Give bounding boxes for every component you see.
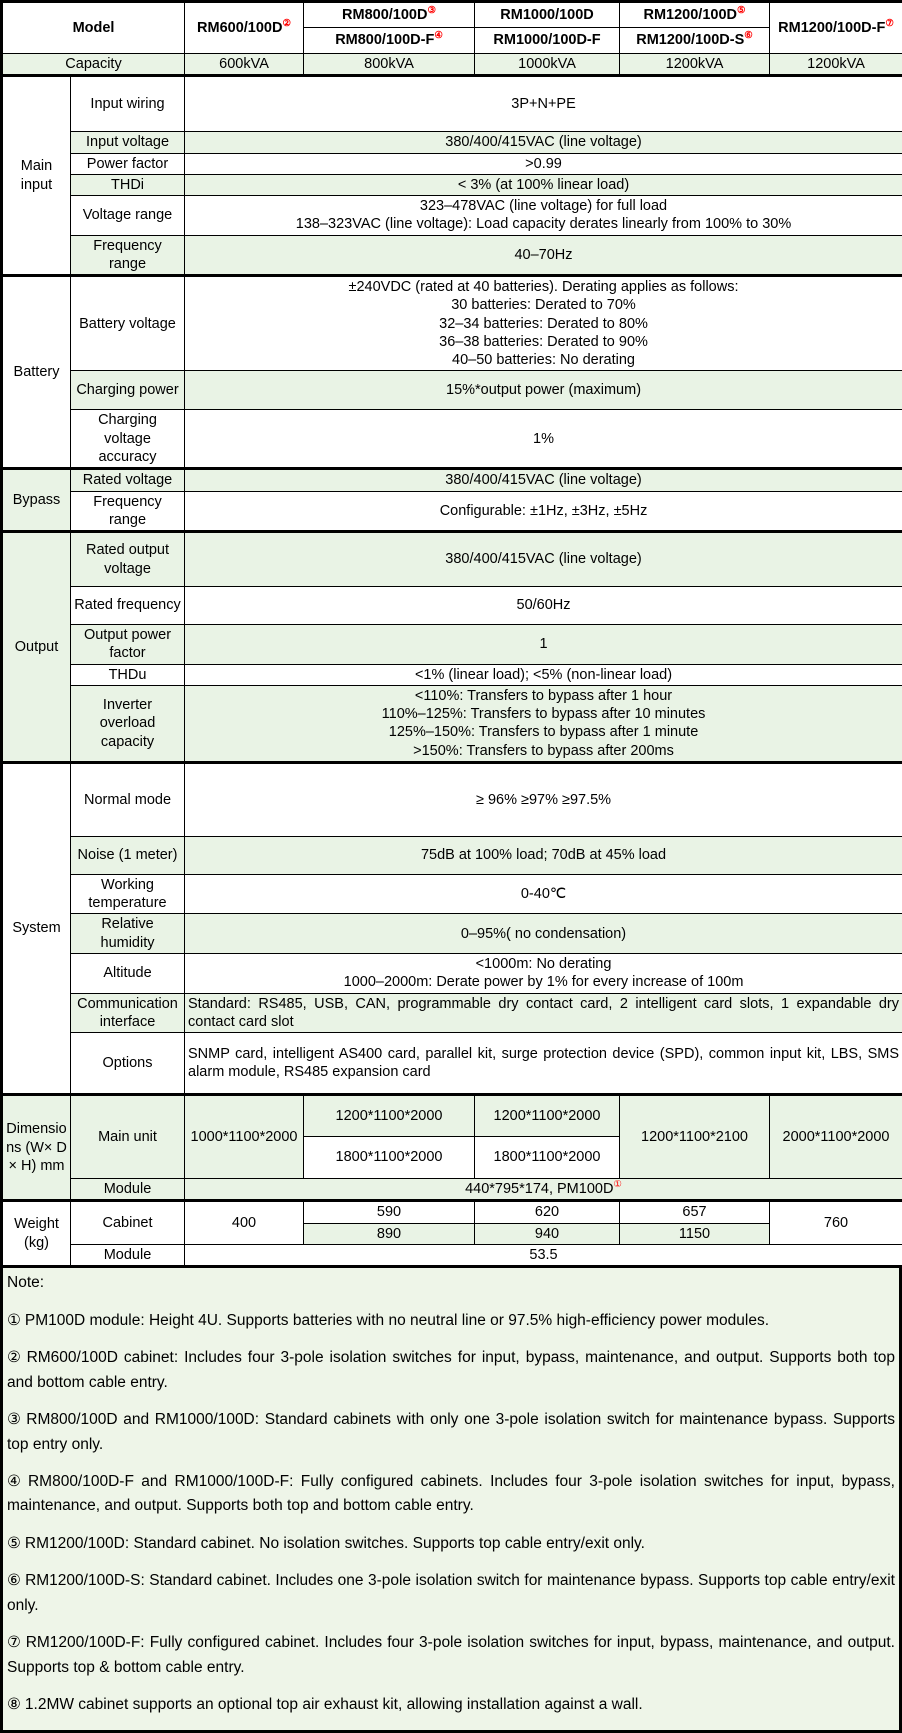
row-normal-mode [2,762,902,836]
label-output-power-factor: Output power factor [71,625,185,665]
note-item-8 [7,1693,895,1717]
dim-rm1200: 1200*1100*2100 [620,1095,770,1179]
note-marker: ⑤ [7,1535,21,1552]
capacity-rm1200: 1200kVA [620,54,770,76]
label-charging-power: Charging power [71,371,185,410]
value-thdi: < 3% (at 100% linear load) [185,174,902,195]
note-marker: ⑦ [7,1634,22,1651]
label-voltage-range: Voltage range [71,196,185,236]
label-battery-voltage: Battery voltage [71,276,185,371]
row-module-dimensions [2,1179,902,1201]
value-line: 125%–150%: Transfers to bypass after 1 minute [188,723,899,741]
value-output-power-factor: 1 [185,625,902,665]
dim-rm600: 1000*1100*2000 [185,1095,304,1179]
note-item-5 [7,1532,895,1556]
value-line: 323–478VAC (line voltage) for full load [188,197,899,215]
value-line: <110%: Transfers to bypass after 1 hour [188,687,899,705]
note-text: 1.2MW cabinet supports an optional top air exhaust kit, allowing installation against a wall. [25,1696,643,1713]
row-module-weight [2,1244,902,1266]
model-footnote-ref: ② [282,18,291,29]
value-noise: 75dB at 100% load; 70dB at 45% load [185,836,902,874]
note-marker: ④ [7,1473,24,1490]
label-input-voltage: Input voltage [71,132,185,153]
capacity-rm1000: 1000kVA [475,54,620,76]
model-col-rm1200s [620,28,770,54]
value-line: 110%–125%: Transfers to bypass after 10 minutes [188,705,899,723]
label-rated-voltage: Rated voltage [71,469,185,491]
value-bypass-frequency-range: Configurable: ±1Hz, ±3Hz, ±5Hz [185,491,902,532]
row-battery-voltage [2,276,902,371]
capacity-rm600: 600kVA [185,54,304,76]
note-item-6 [7,1569,895,1618]
label-power-factor: Power factor [71,153,185,174]
value-line: 30 batteries: Derated to 70% [188,296,899,314]
label-module-dimensions: Module [71,1179,185,1201]
model-footnote-ref: ⑤ [737,5,746,16]
row-voltage-range [2,196,902,236]
weight-rm1000-bottom: 940 [475,1223,620,1244]
value-module-dimensions [185,1179,902,1201]
model-col-rm1200f [770,2,902,54]
module-footnote-ref: ① [613,1179,622,1190]
value-line: ±240VDC (rated at 40 batteries). Derating applies as follows: [188,278,899,296]
weight-rm1200f: 760 [770,1201,902,1245]
note-item-4 [7,1470,895,1519]
dim-rm800-top: 1200*1100*2000 [304,1095,475,1137]
label-charging-voltage-accuracy: Charging voltage accuracy [71,410,185,469]
note-text: RM800/100D-F and RM1000/100D-F: Fully configured cabinets. Includes four 3-pole isolation switches for input, bypass, maintenance, and output. Supports both top and bottom cable entry. [7,1473,895,1514]
note-text: RM1200/100D: Standard cabinet. No isolation switches. Supports top cable entry/exit only. [25,1535,645,1552]
value-charging-power: 15%*output power (maximum) [185,371,902,410]
label-input-wiring: Input wiring [71,76,185,132]
model-footnote-ref: ③ [427,5,436,16]
note-text: RM800/100D and RM1000/100D: Standard cabinets with only one 3-pole isolation switch for maintenance bypass. Supports top entry only. [7,1411,895,1452]
section-system: System [2,762,71,1094]
value-input-wiring: 3P+N+PE [185,76,902,132]
model-name: RM800/100D [342,7,427,23]
module-dim-text: 440*795*174, PM100D [465,1181,613,1197]
note-item-2 [7,1346,895,1395]
value-frequency-range: 40–70Hz [185,235,902,276]
row-main-unit-top [2,1095,902,1137]
label-inverter-overload: Inverter overload capacity [71,685,185,762]
model-name: RM1000/100D-F [493,32,600,48]
label-rated-frequency: Rated frequency [71,587,185,625]
value-charging-voltage-accuracy: 1% [185,410,902,469]
row-bypass-frequency-range [2,491,902,532]
value-battery-voltage [185,276,902,371]
label-thdu: THDu [71,664,185,685]
weight-rm1200-bottom: 1150 [620,1223,770,1244]
label-normal-mode: Normal mode [71,762,185,836]
row-frequency-range [2,235,902,276]
weight-rm1000-top: 620 [475,1201,620,1223]
row-thdu [2,664,902,685]
model-name: RM600/100D [197,20,282,36]
model-name: RM1000/100D [500,7,594,23]
value-module-weight: 53.5 [185,1244,902,1266]
label-rated-output-voltage: Rated output voltage [71,532,185,587]
notes-section [0,1268,902,1733]
value-line: 32–34 batteries: Derated to 80% [188,315,899,333]
row-charging-voltage-accuracy [2,410,902,469]
value-communication-interface: Standard: RS485, USB, CAN, programmable dry contact card, 2 intelligent card slots, 1 expandable dry contact card slot [185,993,902,1033]
notes-title: Note: [7,1271,895,1295]
capacity-rm1200f: 1200kVA [770,54,902,76]
note-item-7 [7,1631,895,1680]
value-rated-output-voltage: 380/400/415VAC (line voltage) [185,532,902,587]
label-noise: Noise (1 meter) [71,836,185,874]
value-rated-voltage: 380/400/415VAC (line voltage) [185,469,902,491]
capacity-row [2,54,902,76]
model-name: RM1200/100D [644,7,738,23]
weight-rm600: 400 [185,1201,304,1245]
row-input-voltage [2,132,902,153]
note-text: RM600/100D cabinet: Includes four 3-pole isolation switches for input, bypass, maintenance, and output. Supports both top and bottom cable entry. [7,1349,895,1390]
model-col-rm1000 [475,2,620,28]
value-line: 40–50 batteries: No derating [188,351,899,369]
value-line: 36–38 batteries: Derated to 90% [188,333,899,351]
section-weight: Weight (kg) [2,1201,71,1267]
note-item-1 [7,1309,895,1333]
row-thdi [2,174,902,195]
label-options: Options [71,1033,185,1095]
model-footnote-ref: ④ [434,31,443,42]
section-bypass: Bypass [2,469,71,532]
note-text: RM1200/100D-S: Standard cabinet. Includes one 3-pole isolation switch for maintenance bypass. Supports top cable entry/exit only. [7,1572,895,1613]
value-options: SNMP card, intelligent AS400 card, parallel kit, surge protection device (SPD), common input kit, LBS, SMS alarm module, RS485 expansion card [185,1033,902,1095]
note-marker: ① [7,1312,21,1329]
model-col-rm1200 [620,2,770,28]
label-relative-humidity: Relative humidity [71,914,185,954]
label-main-unit: Main unit [71,1095,185,1179]
note-item-3 [7,1408,895,1457]
value-line: 138–323VAC (line voltage): Load capacity derates linearly from 100% to 30% [188,215,899,233]
section-battery: Battery [2,276,71,469]
row-noise [2,836,902,874]
row-working-temperature [2,874,902,914]
dim-rm1000-bottom: 1800*1100*2000 [475,1137,620,1179]
row-cabinet-weight-top [2,1201,902,1223]
capacity-rm800: 800kVA [304,54,475,76]
note-marker: ③ [7,1411,22,1428]
row-altitude [2,953,902,993]
section-main-input: Main input [2,76,71,276]
model-name: RM800/100D-F [335,32,434,48]
value-line: 1000–2000m: Derate power by 1% for every increase of 100m [188,973,899,991]
value-working-temperature: 0-40℃ [185,874,902,914]
weight-rm800-top: 590 [304,1201,475,1223]
model-header-cell: Model [2,2,185,54]
label-cabinet: Cabinet [71,1201,185,1245]
model-col-rm800f [304,28,475,54]
value-input-voltage: 380/400/415VAC (line voltage) [185,132,902,153]
value-voltage-range [185,196,902,236]
capacity-label: Capacity [2,54,185,76]
header-row-1 [2,2,902,28]
value-altitude [185,953,902,993]
label-communication-interface: Communication interface [71,993,185,1033]
row-power-factor [2,153,902,174]
row-output-power-factor [2,625,902,665]
model-name: RM1200/100D-F [778,20,885,36]
label-module-weight: Module [71,1244,185,1266]
value-inverter-overload [185,685,902,762]
model-footnote-ref: ⑥ [744,31,753,42]
row-relative-humidity [2,914,902,954]
value-line: <1000m: No derating [188,955,899,973]
row-rated-output-voltage [2,532,902,587]
value-relative-humidity: 0–95%( no condensation) [185,914,902,954]
row-options [2,1033,902,1095]
row-input-wiring [2,76,902,132]
label-working-temperature: Working temperature [71,874,185,914]
note-marker: ⑥ [7,1572,21,1589]
section-output: Output [2,532,71,763]
value-normal-mode: ≥ 96% ≥97% ≥97.5% [185,762,902,836]
value-thdu: <1% (linear load); <5% (non-linear load) [185,664,902,685]
note-text: RM1200/100D-F: Fully configured cabinet. Includes four 3-pole isolation switches for input, bypass, maintenance, and output. Supports top & bottom cable entry. [7,1634,895,1675]
note-marker: ⑧ [7,1696,21,1713]
value-line: >150%: Transfers to bypass after 200ms [188,742,899,760]
label-thdi: THDi [71,174,185,195]
model-footnote-ref: ⑦ [885,18,894,29]
value-rated-frequency: 50/60Hz [185,587,902,625]
value-power-factor: >0.99 [185,153,902,174]
row-bypass-rated-voltage [2,469,902,491]
dim-rm800-bottom: 1800*1100*2000 [304,1137,475,1179]
label-bypass-frequency-range: Frequency range [71,491,185,532]
row-inverter-overload [2,685,902,762]
dim-rm1200f: 2000*1100*2000 [770,1095,902,1179]
note-text: PM100D module: Height 4U. Supports batteries with no neutral line or 97.5% high-efficiency power modules. [25,1312,769,1329]
model-col-rm600 [185,2,304,54]
model-col-rm800 [304,2,475,28]
section-dimensions: Dimensions (W× D × H) mm [2,1095,71,1201]
weight-rm1200-top: 657 [620,1201,770,1223]
model-name: RM1200/100D-S [636,32,744,48]
row-rated-frequency [2,587,902,625]
row-communication-interface [2,993,902,1033]
note-marker: ② [7,1349,23,1366]
label-altitude: Altitude [71,953,185,993]
dim-rm1000-top: 1200*1100*2000 [475,1095,620,1137]
weight-rm800-bottom: 890 [304,1223,475,1244]
model-col-rm1000f [475,28,620,54]
row-charging-power [2,371,902,410]
label-frequency-range: Frequency range [71,235,185,276]
